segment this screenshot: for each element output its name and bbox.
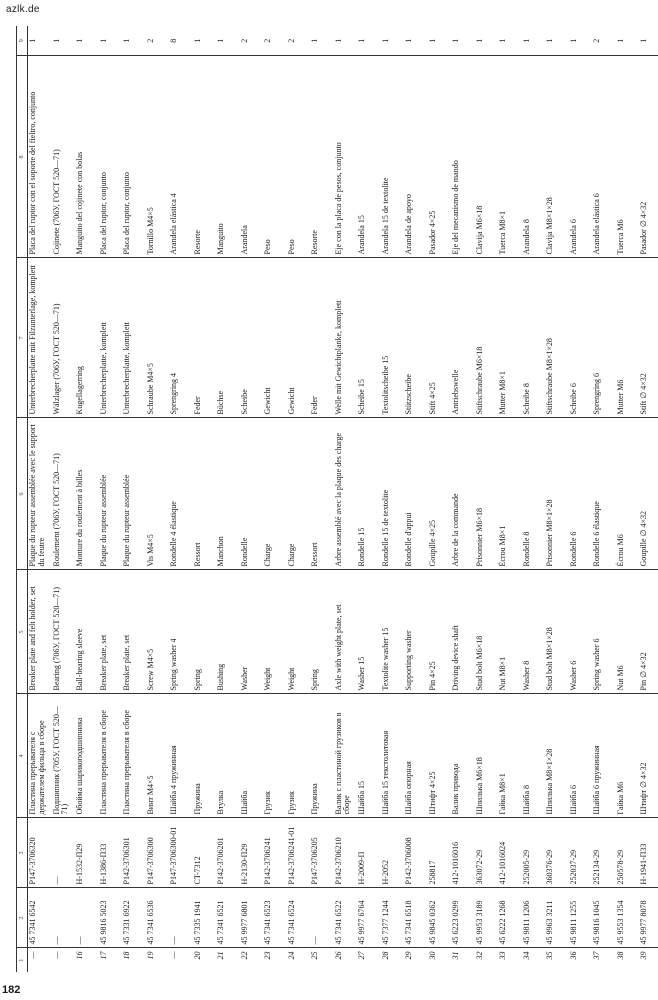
name-german: Unterbrecherplatte, komplett <box>122 258 146 418</box>
catalog-number: 45 7341 6522 <box>334 888 358 948</box>
quantity: 1 <box>193 26 217 56</box>
name-german: Textolitscheibe 15 <box>381 258 405 418</box>
drawing-number: P142-3706210 <box>334 818 358 888</box>
name-french: Goupille ∅ 4×32 <box>639 418 658 570</box>
name-german: Kugellagerring <box>75 258 99 418</box>
catalog-number: 45 7335 1941 <box>193 888 217 948</box>
name-french: Rondelle 6 <box>569 418 593 570</box>
name-english: Weight <box>263 570 287 694</box>
name-english: Spring washer 6 <box>592 570 616 694</box>
name-french: Charge <box>263 418 287 570</box>
catalog-number: 45 9977 6764 <box>357 888 381 948</box>
name-spanish: Pasador 4×25 <box>428 56 452 258</box>
table-row <box>498 26 522 972</box>
table-row <box>75 26 99 972</box>
name-spanish: Clavija M6×18 <box>475 56 499 258</box>
quantity: 1 <box>99 26 123 56</box>
name-english: Spring <box>310 570 334 694</box>
name-russian: Шпилька М8×1×28 <box>545 694 569 818</box>
column-header: 3 <box>17 818 28 888</box>
table-row <box>122 26 146 972</box>
quantity: 2 <box>263 26 287 56</box>
name-french: Rondelle d'appui <box>404 418 428 570</box>
drawing-number: P142-3706201 <box>216 818 240 888</box>
drawing-number: 258817 <box>428 818 452 888</box>
name-spanish: Tornillo M4×5 <box>146 56 170 258</box>
name-french: Prisonnier M8×1×28 <box>545 418 569 570</box>
name-english: Washer 8 <box>522 570 546 694</box>
name-english: Nut M6 <box>616 570 640 694</box>
quantity: 1 <box>334 26 358 56</box>
name-english: Stud bolt M8×1×28 <box>545 570 569 694</box>
name-german: Unterbrecherplatte, komplett <box>99 258 123 418</box>
table-row <box>592 26 616 972</box>
table-row <box>451 26 475 972</box>
row-number: 34 <box>521 951 531 960</box>
name-german: Schraube M4×5 <box>146 258 170 418</box>
name-russian: Гайка М8×1 <box>498 694 522 818</box>
name-spanish: Arandela 8 <box>522 56 546 258</box>
row-number: 33 <box>498 951 508 960</box>
name-russian: Шайба 15 <box>357 694 381 818</box>
table-row <box>99 26 123 972</box>
drawing-number: 412-1016024 <box>498 818 522 888</box>
quantity: 1 <box>52 26 76 56</box>
name-russian: Пластина прерывателя в сборе <box>99 694 123 818</box>
drawing-number: 360376-29 <box>545 818 569 888</box>
name-russian: Шайба <box>240 694 264 818</box>
name-russian: Пластина прерывателя в сборе <box>122 694 146 818</box>
rotated-page-content <box>0 20 658 1000</box>
drawing-number: H-1532-П29 <box>75 818 99 888</box>
catalog-number: 45 7341 6542 <box>28 888 52 948</box>
drawing-number: 412-1016016 <box>451 818 475 888</box>
table-row <box>52 26 76 972</box>
catalog-number: — <box>52 888 76 948</box>
name-french: Ressort <box>193 418 217 570</box>
drawing-number: P142-3706241-01 <box>287 818 311 888</box>
table-row <box>193 26 217 972</box>
quantity: 1 <box>75 26 99 56</box>
name-spanish: Tuerca M6 <box>616 56 640 258</box>
name-english: Axle with weight plate, set <box>334 570 358 694</box>
catalog-number: 45 9816 1045 <box>592 888 616 948</box>
name-english: Bearing (706У, ГОСТ 520—71) <box>52 570 76 694</box>
row-number: — <box>51 951 61 959</box>
name-russian: Винт М4×5 <box>146 694 170 818</box>
name-russian: Валик с пластиной грузиков в сборе <box>334 694 358 818</box>
name-german: Mutter M8×1 <box>498 258 522 418</box>
column-header: 2 <box>17 888 28 948</box>
name-french: Ressort <box>310 418 334 570</box>
drawing-number: P147-3706300 <box>146 818 170 888</box>
name-russian: Втулка <box>216 694 240 818</box>
name-spanish: Placa del ruptor con el soporte del fieltro, conjunto <box>28 56 52 258</box>
catalog-number: 45 7341 6536 <box>146 888 170 948</box>
row-number: 39 <box>639 951 649 960</box>
name-english: Textolite washer 15 <box>381 570 405 694</box>
drawing-number: H-1386-П33 <box>99 818 123 888</box>
page-number: 182 <box>2 984 21 996</box>
quantity: 1 <box>498 26 522 56</box>
quantity: 1 <box>404 26 428 56</box>
catalog-number: 45 9553 1354 <box>616 888 640 948</box>
catalog-number: 45 9953 3189 <box>475 888 499 948</box>
parts-table <box>16 26 658 972</box>
table-row <box>616 26 640 972</box>
name-russian: Штифт 4×25 <box>428 694 452 818</box>
catalog-number: 45 9977 6801 <box>240 888 264 948</box>
name-german: Antriebswelle <box>451 258 475 418</box>
row-number: 35 <box>545 951 555 960</box>
name-german: Stiftschraube M6×18 <box>475 258 499 418</box>
catalog-number: 45 9845 0362 <box>428 888 452 948</box>
name-spanish: Tuerca M8×1 <box>498 56 522 258</box>
quantity: 1 <box>381 26 405 56</box>
name-spanish: Placa del ruptor, conjunto <box>122 56 146 258</box>
table-row <box>169 26 193 972</box>
quantity: 1 <box>522 26 546 56</box>
name-spanish: Pasador ∅ 4×32 <box>639 56 658 258</box>
drawing-number: P142-3706301 <box>122 818 146 888</box>
quantity: 2 <box>146 26 170 56</box>
name-english: Stud bolt M6×18 <box>475 570 499 694</box>
name-spanish: Cojinete (706У, ГОСТ 520—71) <box>52 56 76 258</box>
row-number: 23 <box>263 951 273 960</box>
row-number: 26 <box>333 951 343 960</box>
table-row <box>522 26 546 972</box>
quantity: 1 <box>122 26 146 56</box>
row-number: 25 <box>310 951 320 960</box>
table-row <box>334 26 358 972</box>
column-header: 7 <box>17 258 28 418</box>
row-number: — <box>28 951 38 959</box>
drawing-number: 363072-29 <box>475 818 499 888</box>
column-header: 5 <box>17 570 28 694</box>
name-german: Stift ∅ 4×32 <box>639 258 658 418</box>
table-row <box>545 26 569 972</box>
name-spanish: Arandela 6 <box>569 56 593 258</box>
name-german: Scheibe 15 <box>357 258 381 418</box>
name-english: Nut M8×1 <box>498 570 522 694</box>
drawing-number: H-2009-П <box>357 818 381 888</box>
name-spanish: Manguito del cojinete con bolas <box>75 56 99 258</box>
name-spanish: Arandela 15 <box>357 56 381 258</box>
name-russian: Шайба 4 пружинная <box>169 694 193 818</box>
drawing-number: — <box>52 818 76 888</box>
name-spanish: Resorte <box>193 56 217 258</box>
drawing-number: H-2052 <box>381 818 405 888</box>
column-header-row <box>17 26 28 972</box>
name-french: Charge <box>287 418 311 570</box>
catalog-number: — <box>169 888 193 948</box>
name-english: Washer 6 <box>569 570 593 694</box>
drawing-number: P147-3706320 <box>28 818 52 888</box>
row-number: 37 <box>592 951 602 960</box>
name-english: Spring washer 4 <box>169 570 193 694</box>
column-header: 9 <box>17 26 28 56</box>
quantity: 2 <box>592 26 616 56</box>
quantity: 2 <box>240 26 264 56</box>
name-french: Arbre de la commande <box>451 418 475 570</box>
name-spanish: Eje con la placa de pesos, conjunto <box>334 56 358 258</box>
name-german: Sprengring 6 <box>592 258 616 418</box>
quantity: 1 <box>451 26 475 56</box>
name-french: Rondelle 15 <box>357 418 381 570</box>
catalog-number: 45 9963 3211 <box>545 888 569 948</box>
table-row <box>287 26 311 972</box>
drawing-number: P142-3706008 <box>404 818 428 888</box>
name-russian: Пружина <box>310 694 334 818</box>
name-german: Unterbrecherplatte mit Filzunterlage, komplett <box>28 258 52 418</box>
name-french: Vis M4×5 <box>146 418 170 570</box>
name-russian: Шайба 6 <box>569 694 593 818</box>
catalog-number: 45 7341 6523 <box>263 888 287 948</box>
catalog-number: — <box>310 888 334 948</box>
name-russian: Пружина <box>193 694 217 818</box>
name-spanish: Arandela 15 de textolite <box>381 56 405 258</box>
name-german: Welle mit Gewichtplanke, komplett <box>334 258 358 418</box>
drawing-number: 252005-29 <box>522 818 546 888</box>
name-english: Breaker plate, set <box>99 570 123 694</box>
name-english: Screw M4×5 <box>146 570 170 694</box>
name-english: Supporting washer <box>404 570 428 694</box>
name-english: Washer 15 <box>357 570 381 694</box>
name-spanish: Arandela de apoyo <box>404 56 428 258</box>
name-german: Scheibe <box>240 258 264 418</box>
row-number: 36 <box>568 951 578 960</box>
row-number: 32 <box>474 951 484 960</box>
catalog-number: 45 7377 1244 <box>381 888 405 948</box>
row-number: 27 <box>357 951 367 960</box>
name-spanish: Arandela elástica 4 <box>169 56 193 258</box>
drawing-number: 252037-29 <box>569 818 593 888</box>
table-row <box>310 26 334 972</box>
watermark: azlk.de <box>6 4 40 15</box>
table-row <box>639 26 658 972</box>
table-row <box>146 26 170 972</box>
quantity: 8 <box>169 26 193 56</box>
table-row <box>569 26 593 972</box>
quantity: 1 <box>616 26 640 56</box>
name-french: Prisonnier M6×18 <box>475 418 499 570</box>
row-number: 16 <box>75 951 85 960</box>
table-row <box>28 26 52 972</box>
name-russian: Подшипник (705У, ГОСТ 520—71) <box>52 694 76 818</box>
catalog-number: 45 6223 0299 <box>451 888 475 948</box>
name-english: Breaker plate, set <box>122 570 146 694</box>
name-german: Wälzlager (706У, ГОСТ 520—71) <box>52 258 76 418</box>
name-french: Rondelle 8 <box>522 418 546 570</box>
name-french: Rondelle 15 de textolite <box>381 418 405 570</box>
name-spanish: Peso <box>263 56 287 258</box>
name-spanish: Eje del mecanismo de mando <box>451 56 475 258</box>
quantity: 1 <box>310 26 334 56</box>
name-english: Pin 4×25 <box>428 570 452 694</box>
name-spanish: Arandela elástica 6 <box>592 56 616 258</box>
drawing-number: CT-7312 <box>193 818 217 888</box>
name-german: Mutter M6 <box>616 258 640 418</box>
name-english: Driving device shaft <box>451 570 475 694</box>
row-number: 17 <box>98 951 108 960</box>
catalog-number: 45 7341 6518 <box>404 888 428 948</box>
name-spanish: Manguito <box>216 56 240 258</box>
name-english: Ball-bearing sleeve <box>75 570 99 694</box>
name-french: Plaque du rupteur assemblée <box>99 418 123 570</box>
catalog-number: 45 7331 6922 <box>122 888 146 948</box>
column-header: 6 <box>17 418 28 570</box>
name-russian: Гайка М6 <box>616 694 640 818</box>
catalog-number: 45 9811 1206 <box>522 888 546 948</box>
quantity: 1 <box>545 26 569 56</box>
name-english: Weight <box>287 570 311 694</box>
quantity: 1 <box>428 26 452 56</box>
table-row <box>404 26 428 972</box>
row-number: 28 <box>380 951 390 960</box>
row-number: 20 <box>192 951 202 960</box>
quantity: 1 <box>475 26 499 56</box>
name-french: Écrou M8×1 <box>498 418 522 570</box>
name-french: Plaque du rupteur assemblée <box>122 418 146 570</box>
name-german: Gewicht <box>263 258 287 418</box>
catalog-number: 45 7341 6521 <box>216 888 240 948</box>
row-number: 31 <box>451 951 461 960</box>
column-header: 1 <box>17 948 28 972</box>
catalog-number: 45 9811 1255 <box>569 888 593 948</box>
quantity: 2 <box>287 26 311 56</box>
table-row <box>357 26 381 972</box>
drawing-number: P142-3706241 <box>263 818 287 888</box>
name-german: Stift 4×25 <box>428 258 452 418</box>
name-german: Stützscheibe <box>404 258 428 418</box>
catalog-number: 45 6222 1268 <box>498 888 522 948</box>
name-german: Stiftschraube M8×1×28 <box>545 258 569 418</box>
name-russian: Шпилька М6×18 <box>475 694 499 818</box>
row-number: 38 <box>615 951 625 960</box>
name-spanish: Clavija M8×1×28 <box>545 56 569 258</box>
name-english: Washer <box>240 570 264 694</box>
name-spanish: Peso <box>287 56 311 258</box>
drawing-number: H-1941-П33 <box>639 818 658 888</box>
row-number: 18 <box>122 951 132 960</box>
name-french: Rondelle 4 élastique <box>169 418 193 570</box>
row-number: 22 <box>239 951 249 960</box>
name-russian: Обойма шарикоподшипника <box>75 694 99 818</box>
name-german: Sprengring 4 <box>169 258 193 418</box>
table-row <box>216 26 240 972</box>
drawing-number: P147-3706205 <box>310 818 334 888</box>
row-number: 24 <box>286 951 296 960</box>
name-russian: Шайба 8 <box>522 694 546 818</box>
name-german: Scheibe 8 <box>522 258 546 418</box>
row-number: 30 <box>427 951 437 960</box>
row-number: 29 <box>404 951 414 960</box>
table-row <box>475 26 499 972</box>
row-number: 19 <box>145 951 155 960</box>
name-french: Rondelle <box>240 418 264 570</box>
catalog-number: 45 7341 6524 <box>287 888 311 948</box>
column-header: 8 <box>17 56 28 258</box>
table-row <box>381 26 405 972</box>
quantity: 1 <box>357 26 381 56</box>
name-english: Spring <box>193 570 217 694</box>
name-spanish: Resorte <box>310 56 334 258</box>
name-german: Feder <box>310 258 334 418</box>
name-french: Écrou M6 <box>616 418 640 570</box>
drawing-number: 250578-29 <box>616 818 640 888</box>
name-russian: Шайба 15 текстолитовая <box>381 694 405 818</box>
name-spanish: Placa del ruptor, conjunto <box>99 56 123 258</box>
name-russian: Шайба 6 пружинная <box>592 694 616 818</box>
name-german: Feder <box>193 258 217 418</box>
quantity: 1 <box>216 26 240 56</box>
name-russian: Грузик <box>263 694 287 818</box>
column-header: 4 <box>17 694 28 818</box>
name-german: Büchse <box>216 258 240 418</box>
name-french: Rondelle 6 élastique <box>592 418 616 570</box>
name-english: Breaker plate and felt holder, set <box>28 570 52 694</box>
name-english: Bushing <box>216 570 240 694</box>
name-russian: Валик привода <box>451 694 475 818</box>
name-russian: Пластина прерывателя с держателем фильца в сборе <box>28 694 52 818</box>
table-row <box>428 26 452 972</box>
name-russian: Штифт ∅ 4×32 <box>639 694 658 818</box>
name-german: Gewicht <box>287 258 311 418</box>
name-french: Arbre assemblé avec la plaque des charge <box>334 418 358 570</box>
drawing-number: H-2130-П29 <box>240 818 264 888</box>
quantity: 1 <box>639 26 658 56</box>
name-french: Roulement (706У, ГОСТ 520—71) <box>52 418 76 570</box>
name-english: Pin ∅ 4×32 <box>639 570 658 694</box>
quantity: 1 <box>28 26 52 56</box>
quantity: 1 <box>569 26 593 56</box>
name-russian: Шайба опорная <box>404 694 428 818</box>
catalog-number: 45 9816 5023 <box>99 888 123 948</box>
table-row <box>263 26 287 972</box>
name-french: Manchon <box>216 418 240 570</box>
catalog-number: — <box>75 888 99 948</box>
row-number: 21 <box>216 951 226 960</box>
drawing-number: P147-3706300-01 <box>169 818 193 888</box>
catalog-number: 45 9977 8078 <box>639 888 658 948</box>
name-spanish: Arandela <box>240 56 264 258</box>
row-number: — <box>169 951 179 959</box>
table-row <box>240 26 264 972</box>
name-german: Scheibe 6 <box>569 258 593 418</box>
drawing-number: 252134-29 <box>592 818 616 888</box>
name-french: Plaque du rupteur assemblée avec le support du feutre <box>28 418 52 570</box>
name-french: Goupille 4×25 <box>428 418 452 570</box>
name-russian: Грузик <box>287 694 311 818</box>
name-french: Monture du roulement à billes <box>75 418 99 570</box>
